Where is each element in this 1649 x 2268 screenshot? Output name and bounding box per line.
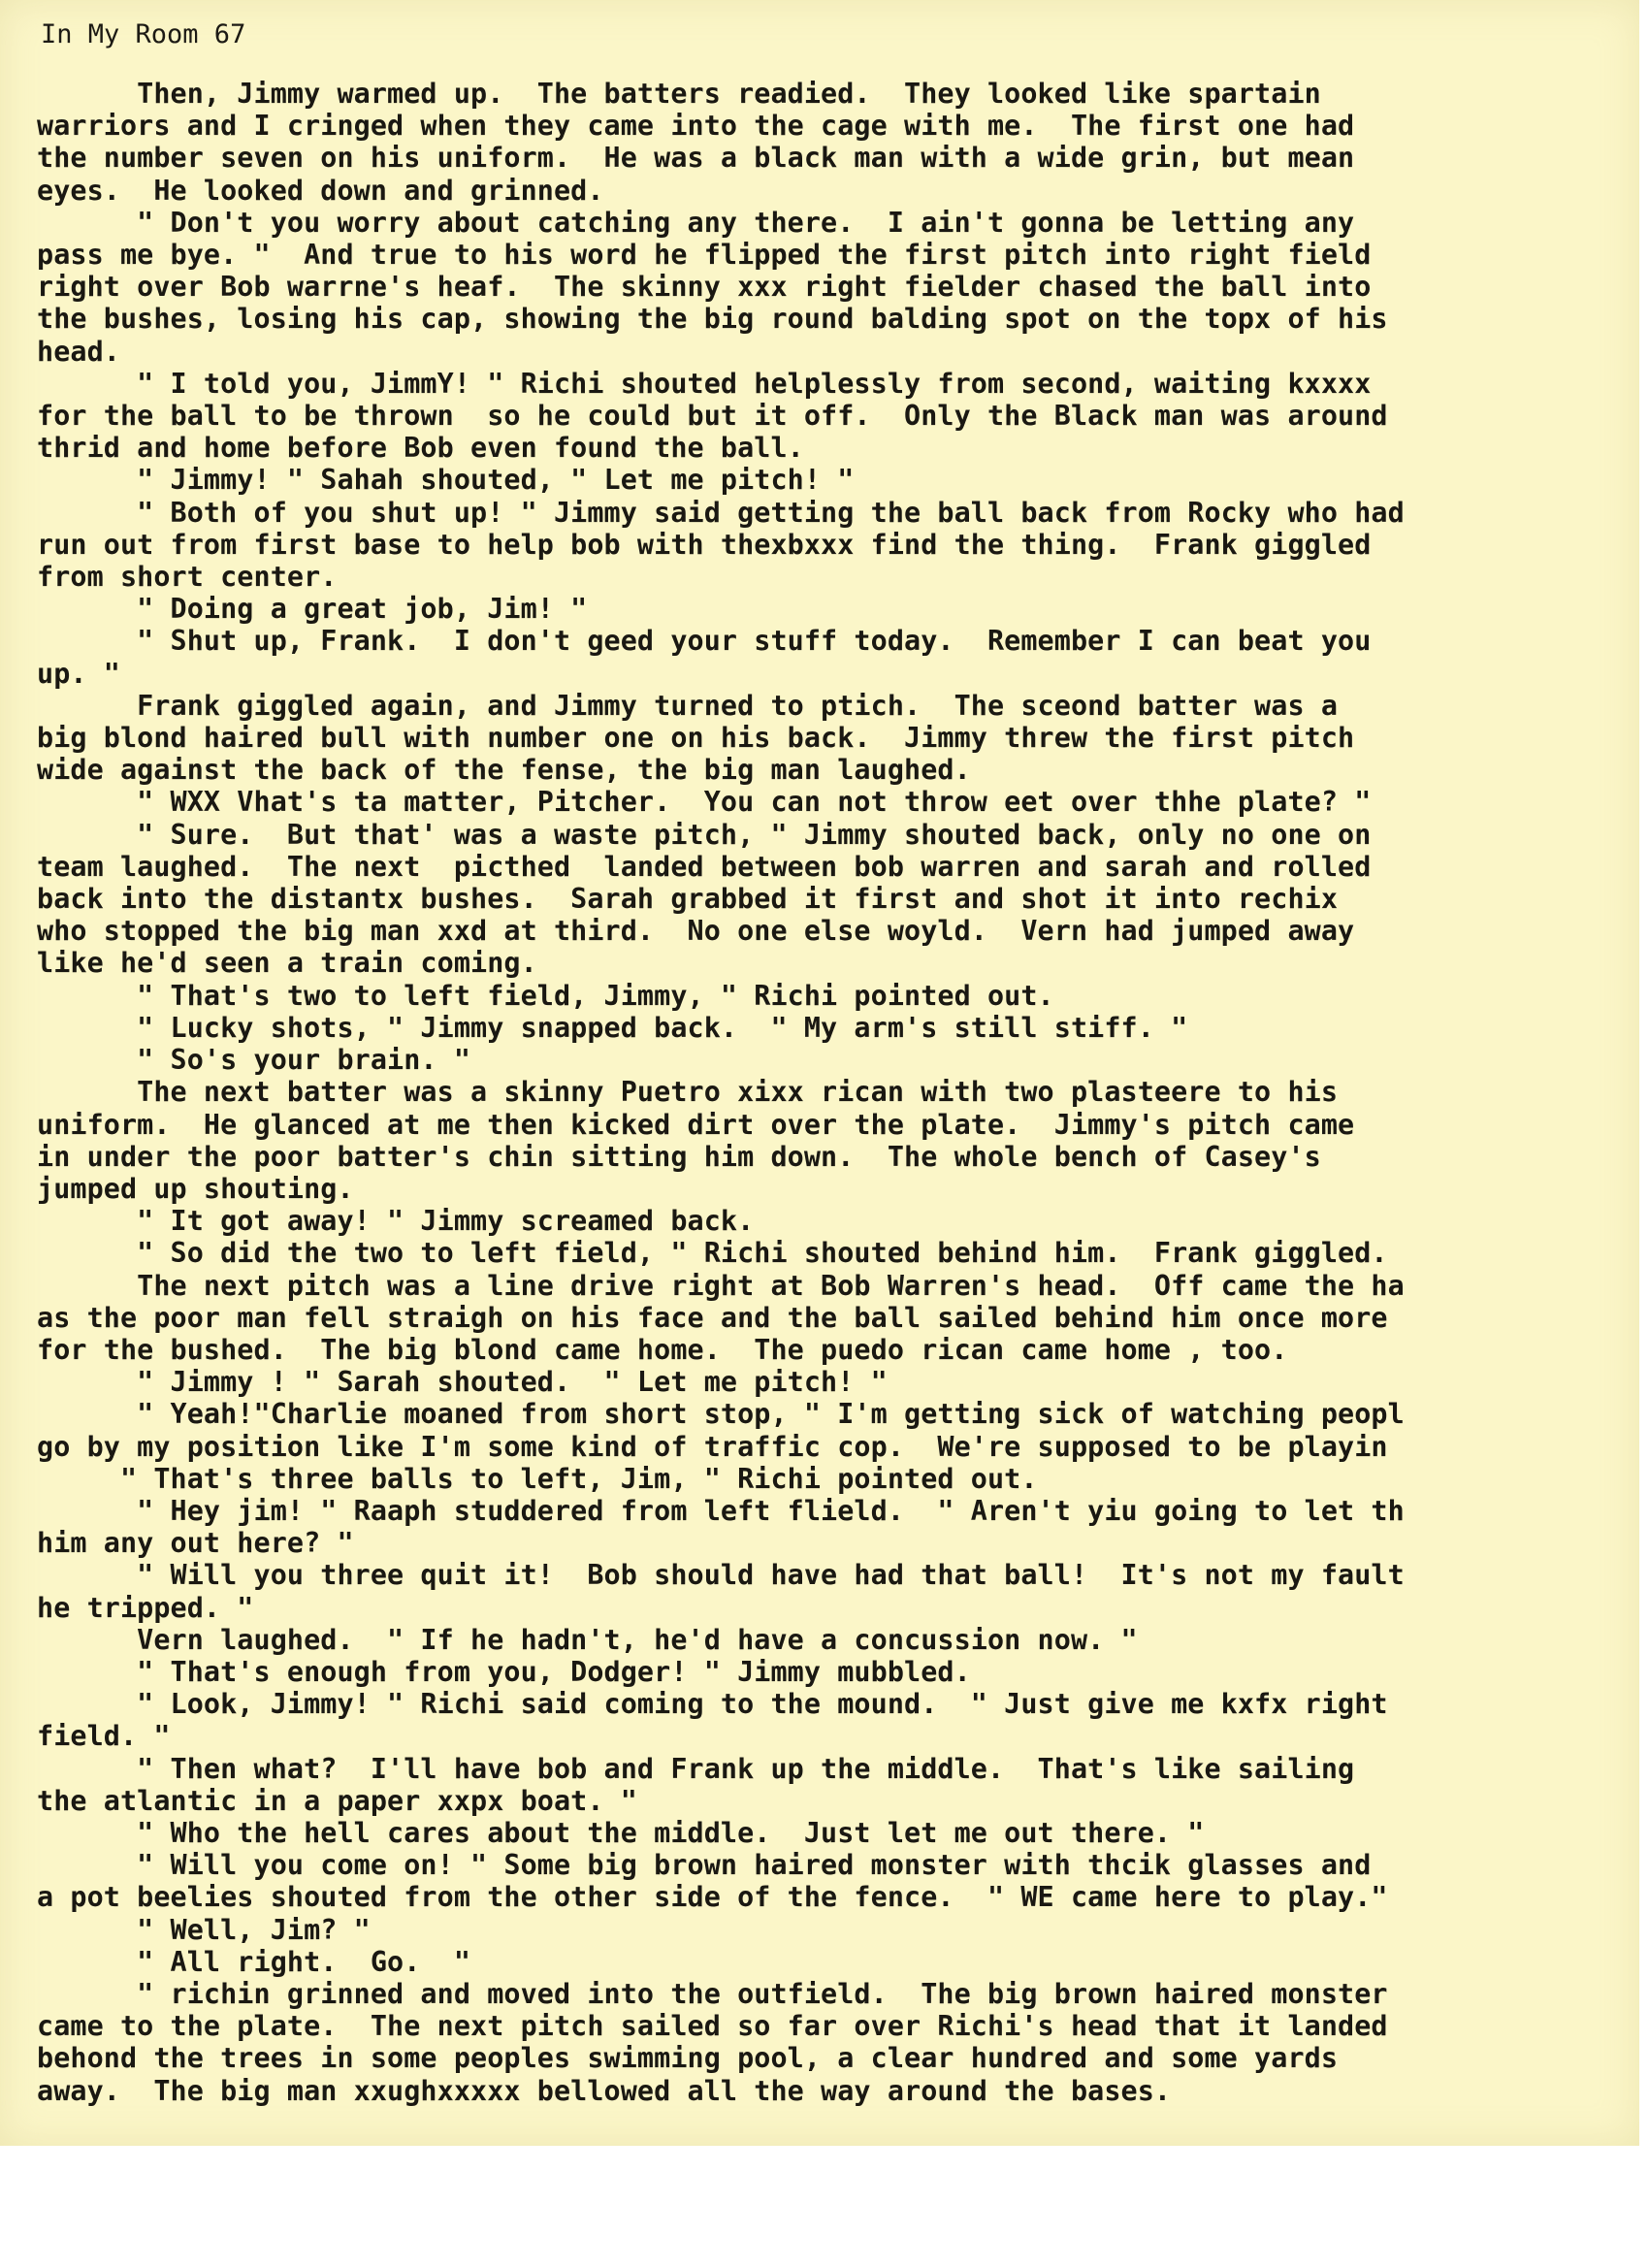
text-line: " That's three balls to left, Jim, " Richi pointed out. <box>37 1462 1038 1495</box>
text-line: field. " <box>37 1720 171 1753</box>
text-line: who stopped the big man xxd at third. No one else woyld. Vern had jumped away <box>37 915 1355 948</box>
text-line: thrid and home before Bob even found the ball. <box>37 432 804 465</box>
page-header: In My Room 67 <box>41 19 246 49</box>
text-line: " All right. Go. " <box>37 1945 471 1978</box>
text-line: " Both of you shut up! " Jimmy said getting the ball back from Rocky who had <box>37 496 1405 529</box>
text-line: Then, Jimmy warmed up. The batters readied. They looked like spartain <box>37 78 1321 110</box>
text-line: right over Bob warrne's heaf. The skinny xxx right fielder chased the ball into <box>37 271 1372 304</box>
text-line: " Sure. But that' was a waste pitch, " Jimmy shouted back, only no one on <box>37 818 1372 851</box>
text-line: away. The big man xxughxxxxx bellowed all the way around the bases. <box>37 2074 1172 2107</box>
page-body-text <box>37 78 1642 2107</box>
text-line: " That's enough from you, Dodger! " Jimmy mubbled. <box>37 1655 971 1688</box>
text-line: up. " <box>37 657 120 690</box>
text-line: " Then what? I'll have bob and Frank up the middle. That's like sailing <box>37 1752 1355 1785</box>
text-line: The next batter was a skinny Puetro xixx rican with two plasteere to his <box>37 1076 1339 1109</box>
text-line: The next pitch was a line drive right at Bob Warren's head. Off came the ha <box>37 1269 1405 1302</box>
text-line: " Hey jim! " Raaph studdered from left flield. " Aren't yiu going to let th <box>37 1494 1405 1527</box>
text-line: " Will you three quit it! Bob should have had that ball! It's not my fault <box>37 1559 1405 1592</box>
text-line: " It got away! " Jimmy screamed back. <box>37 1205 755 1238</box>
text-line: " Lucky shots, " Jimmy snapped back. " My arm's still stiff. " <box>37 1011 1188 1044</box>
text-line: big blond haired bull with number one on his back. Jimmy threw the first pitch <box>37 722 1355 755</box>
text-line: came to the plate. The next pitch sailed so far over Richi's head that it landed <box>37 2010 1388 2043</box>
text-line: " I told you, JimmY! " Richi shouted helplessly from second, waiting kxxxx <box>37 367 1372 400</box>
text-line: warriors and I cringed when they came into the cage with me. The first one had <box>37 110 1355 143</box>
text-line: the bushes, losing his cap, showing the big round balding spot on the topx of his <box>37 303 1388 336</box>
text-line: in under the poor batter's chin sitting him down. The whole bench of Casey's <box>37 1140 1321 1173</box>
text-line: team laughed. The next picthed landed between bob warren and sarah and rolled <box>37 850 1372 883</box>
text-line: " So did the two to left field, " Richi shouted behind him. Frank giggled. <box>37 1237 1388 1270</box>
text-line: as the poor man fell straigh on his face and the ball sailed behind him once more <box>37 1301 1388 1334</box>
text-line: " Doing a great job, Jim! " <box>37 593 588 626</box>
text-line: " Well, Jim? " <box>37 1913 371 1946</box>
text-line: run out from first base to help bob with thexbxxx find the thing. Frank giggled <box>37 528 1372 561</box>
text-line: from short center. <box>37 561 338 594</box>
text-line: " richin grinned and moved into the outfield. The big brown haired monster <box>37 1977 1388 2010</box>
text-line: " So's your brain. " <box>37 1044 471 1077</box>
text-line: " WXX Vhat's ta matter, Pitcher. You can not throw eet over thhe plate? " <box>37 786 1372 819</box>
text-line: for the ball to be thrown so he could but it off. Only the Black man was around <box>37 400 1388 433</box>
text-line: uniform. He glanced at me then kicked dirt over the plate. Jimmy's pitch came <box>37 1108 1355 1141</box>
text-line: " That's two to left field, Jimmy, " Richi pointed out. <box>37 979 1054 1012</box>
text-line: Vern laughed. " If he hadn't, he'd have a concussion now. " <box>37 1623 1138 1656</box>
text-line: wide against the back of the fense, the big man laughed. <box>37 754 971 787</box>
text-line: for the bushed. The big blond came home. The puedo rican came home , too. <box>37 1333 1288 1366</box>
text-line: " Who the hell cares about the middle. Just let me out there. " <box>37 1816 1205 1849</box>
text-line: head. <box>37 335 120 368</box>
text-line: " Yeah!"Charlie moaned from short stop, " I'm getting sick of watching peopl <box>37 1398 1405 1431</box>
text-line: " Will you come on! " Some big brown haired monster with thcik glasses and <box>37 1849 1372 1882</box>
text-line: like he'd seen a train coming. <box>37 947 537 980</box>
text-line: the number seven on his uniform. He was a black man with a wide grin, but mean <box>37 142 1355 175</box>
text-line: " Jimmy ! " Sarah shouted. " Let me pitch! " <box>37 1366 888 1399</box>
text-line: eyes. He looked down and grinned. <box>37 174 604 207</box>
text-line: behond the trees in some peoples swimming pool, a clear hundred and some yards <box>37 2042 1339 2075</box>
text-line: a pot beelies shouted from the other side of the fence. " WE came here to play." <box>37 1881 1388 1914</box>
text-line: " Don't you worry about catching any there. I ain't gonna be letting any <box>37 206 1355 239</box>
text-line: the atlantic in a paper xxpx boat. " <box>37 1784 637 1817</box>
text-line: " Shut up, Frank. I don't geed your stuff today. Remember I can beat you <box>37 625 1372 658</box>
text-line: " Jimmy! " Sahah shouted, " Let me pitch! " <box>37 464 855 497</box>
text-line: pass me bye. " And true to his word he flipped the first pitch into right field <box>37 239 1372 272</box>
text-line: him any out here? " <box>37 1527 354 1560</box>
text-line: jumped up shouting. <box>37 1172 354 1205</box>
text-line: go by my position like I'm some kind of traffic cop. We're supposed to be playin <box>37 1430 1388 1463</box>
text-line: back into the distantx bushes. Sarah grabbed it first and shot it into rechix <box>37 883 1339 916</box>
text-line: he tripped. " <box>37 1591 254 1624</box>
text-line: Frank giggled again, and Jimmy turned to ptich. The sceond batter was a <box>37 689 1339 722</box>
text-line: " Look, Jimmy! " Richi said coming to the mound. " Just give me kxfx right <box>37 1688 1388 1721</box>
